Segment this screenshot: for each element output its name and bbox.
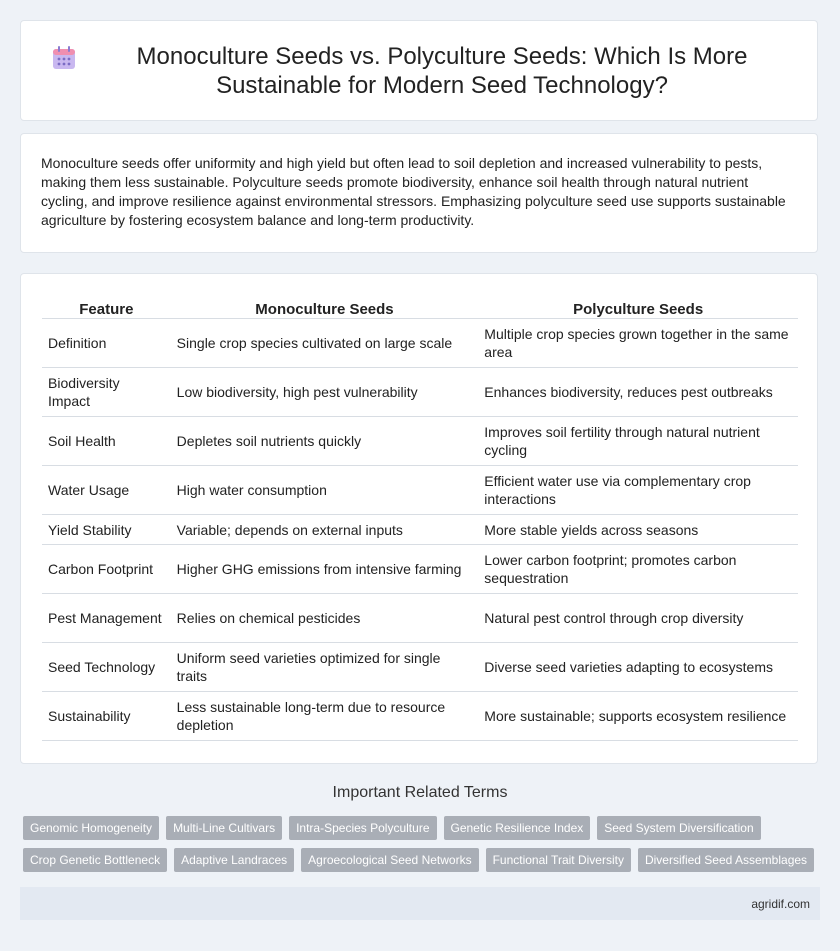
title-card (20, 20, 818, 121)
cell-polyculture: Efficient water use via complementary crop interactions (478, 466, 798, 515)
related-term-tag[interactable]: Genetic Resilience Index (444, 816, 591, 840)
table-row (42, 643, 798, 692)
table-row (42, 417, 798, 466)
cell-feature: Pest Management (42, 594, 171, 643)
site-link[interactable]: agridif.com (751, 896, 810, 911)
header-feature: Feature (42, 294, 171, 319)
cell-monoculture: Low biodiversity, high pest vulnerability (171, 368, 479, 417)
cell-feature: Definition (42, 319, 171, 368)
related-term-tag[interactable]: Crop Genetic Bottleneck (23, 848, 167, 872)
comparison-table (42, 294, 798, 741)
header-polyculture: Polyculture Seeds (478, 294, 798, 319)
related-term-tag[interactable]: Diversified Seed Assemblages (638, 848, 814, 872)
table-row (42, 594, 798, 643)
related-term-tag[interactable]: Seed System Diversification (597, 816, 760, 840)
cell-monoculture: Higher GHG emissions from intensive farming (171, 545, 479, 594)
cell-polyculture: More stable yields across seasons (478, 515, 798, 545)
cell-monoculture: Depletes soil nutrients quickly (171, 417, 479, 466)
cell-feature: Biodiversity Impact (42, 368, 171, 417)
tag-row (23, 816, 823, 840)
cell-polyculture: Natural pest control through crop diversity (478, 594, 798, 643)
cell-polyculture: Lower carbon footprint; promotes carbon sequestration (478, 545, 798, 594)
cell-monoculture: Less sustainable long-term due to resource depletion (171, 692, 479, 741)
related-term-tag[interactable]: Multi-Line Cultivars (166, 816, 282, 840)
cell-polyculture: More sustainable; supports ecosystem resilience (478, 692, 798, 741)
table-row (42, 545, 798, 594)
related-terms (23, 816, 823, 880)
cell-feature: Soil Health (42, 417, 171, 466)
header-monoculture: Monoculture Seeds (171, 294, 479, 319)
table-header-row (42, 294, 798, 319)
cell-monoculture: Uniform seed varieties optimized for single traits (171, 643, 479, 692)
related-term-tag[interactable]: Agroecological Seed Networks (301, 848, 478, 872)
cell-feature: Carbon Footprint (42, 545, 171, 594)
related-terms-heading: Important Related Terms (332, 784, 508, 801)
table-row (42, 466, 798, 515)
summary-text: Monoculture seeds offer uniformity and high yield but often lead to soil depletion and increased vulnerability to pests, making them less sustainable. Polyculture seeds promote biodiversity, enhance soil health through natural nutrient cycling, and improve resilience against environmental stressors. Emphasizing polyculture seed use supports sustainable agriculture by fostering ecosystem balance and long-term productivity. (41, 155, 786, 228)
table-row (42, 368, 798, 417)
cell-polyculture: Multiple crop species grown together in the same area (478, 319, 798, 368)
cell-monoculture: Variable; depends on external inputs (171, 515, 479, 545)
related-term-tag[interactable]: Intra-Species Polyculture (289, 816, 436, 840)
cell-monoculture: Single crop species cultivated on large scale (171, 319, 479, 368)
related-term-tag[interactable]: Adaptive Landraces (174, 848, 294, 872)
cell-polyculture: Enhances biodiversity, reduces pest outbreaks (478, 368, 798, 417)
tag-row (23, 848, 823, 872)
comparison-card (20, 273, 818, 764)
cell-monoculture: Relies on chemical pesticides (171, 594, 479, 643)
table-row (42, 319, 798, 368)
calendar-icon (51, 45, 77, 71)
cell-feature: Water Usage (42, 466, 171, 515)
cell-feature: Seed Technology (42, 643, 171, 692)
related-term-tag[interactable]: Genomic Homogeneity (23, 816, 159, 840)
cell-polyculture: Improves soil fertility through natural nutrient cycling (478, 417, 798, 466)
table-row (42, 515, 798, 545)
footer (20, 887, 820, 920)
summary-card (20, 133, 818, 253)
cell-feature: Sustainability (42, 692, 171, 741)
page-title: Monoculture Seeds vs. Polyculture Seeds: Which Is More Sustainable for Modern Seed Technology? (136, 42, 748, 99)
cell-polyculture: Diverse seed varieties adapting to ecosystems (478, 643, 798, 692)
cell-monoculture: High water consumption (171, 466, 479, 515)
related-term-tag[interactable]: Functional Trait Diversity (486, 848, 631, 872)
table-row (42, 692, 798, 741)
cell-feature: Yield Stability (42, 515, 171, 545)
